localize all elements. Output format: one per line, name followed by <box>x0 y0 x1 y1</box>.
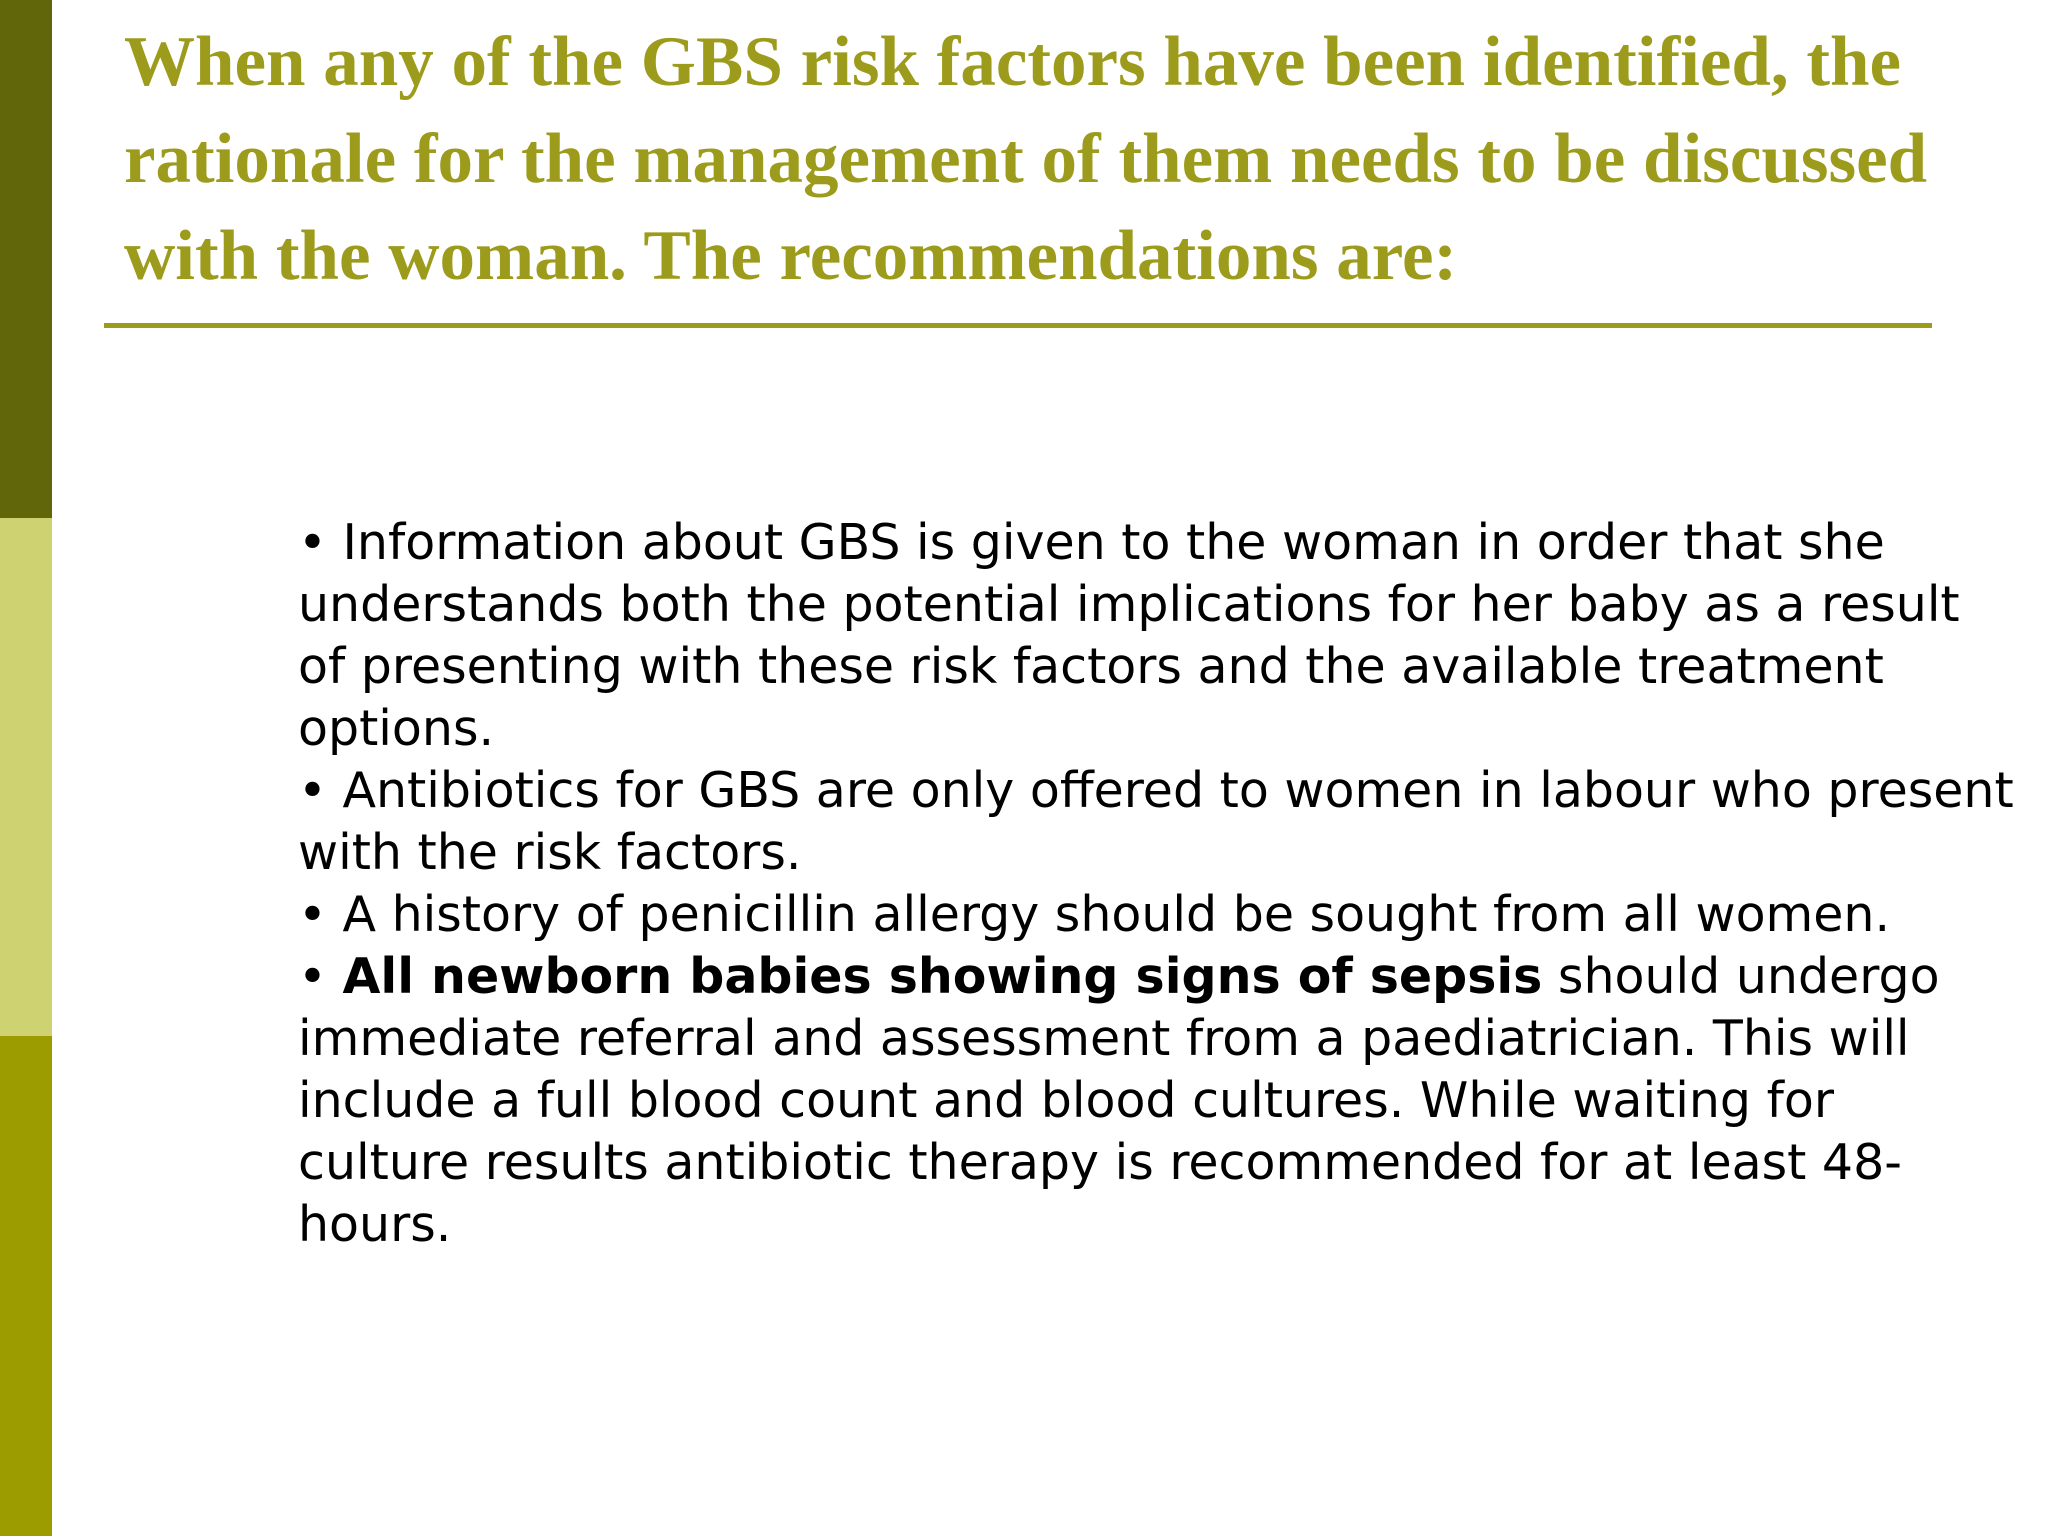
bullet-text: Information about GBS is given to the woman in order that she understands both the potential implications for her baby as a result of presenting with these risk factors and the available treatment options. <box>298 514 1960 757</box>
slide-title: When any of the GBS risk factors have been identified, the rationale for the management of them needs to be discussed with the woman. The recommendations are: <box>124 23 1928 295</box>
side-accent-bar-bottom <box>0 1036 52 1536</box>
bullet-glyph: • <box>298 886 327 943</box>
bullet-glyph: • <box>298 762 327 819</box>
bullet-item-penicillin-allergy <box>298 884 2018 946</box>
bullet-text: Antibiotics for GBS are only offered to women in labour who present with the risk factors. <box>298 762 2014 881</box>
bullet-text: A history of penicillin allergy should be sought from all women. <box>342 886 1891 943</box>
bullet-bold-text: All newborn babies showing signs of sepsis <box>342 948 1543 1005</box>
bullet-glyph: • <box>298 948 327 1005</box>
bullet-glyph: • <box>298 514 327 571</box>
bullet-item-antibiotics <box>298 760 2018 884</box>
title-underline-rule <box>104 323 1932 328</box>
side-accent-bar-middle <box>0 518 52 1036</box>
bullet-text: should undergo immediate referral and assessment from a paediatrician. This will include a full blood count and blood cultures. While waiting for culture results antibiotic therapy is recommended for at least 48-hours. <box>298 948 1940 1253</box>
side-accent-bar-top <box>0 0 52 518</box>
bullet-item-newborn-sepsis <box>298 946 2018 1256</box>
bullet-list <box>298 512 2018 1256</box>
bullet-item-gbs-information <box>298 512 2018 760</box>
